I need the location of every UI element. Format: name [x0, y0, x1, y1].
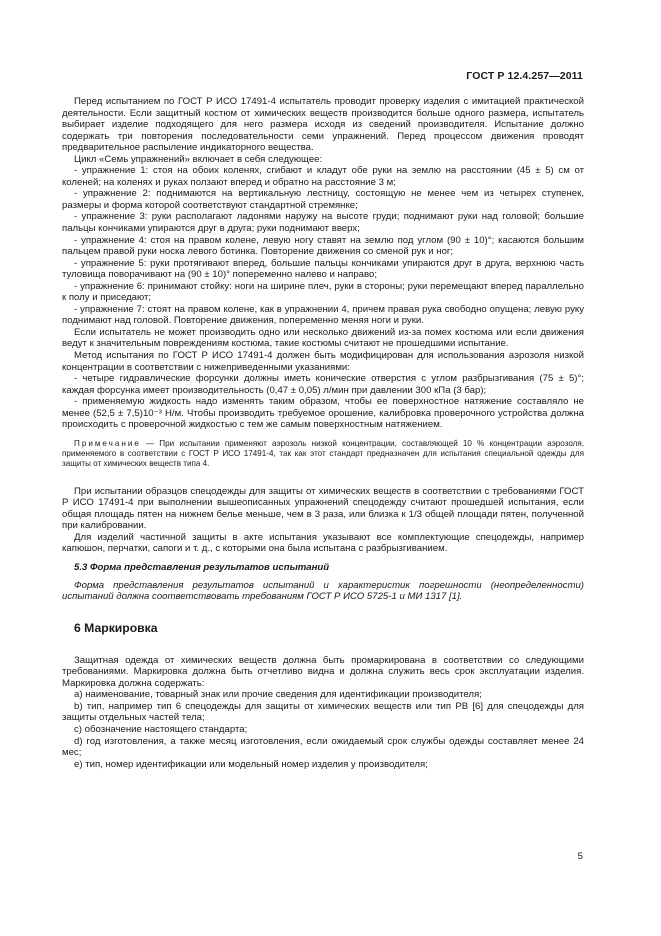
exercise-item: - упражнение 7: стоят на правом колене, как в упражнении 4, причем правая рука свободно опущена; левую руку поднимают над головой. Повторение движения, попеременно меняя ноги и руки.: [62, 303, 584, 327]
exercise-item: - упражнение 3: руки располагают ладонями наружу на высоте груди; поднимают руки над головой; большие пальцы кончиками упираются друг в друга; руки поднимают вверх;: [62, 211, 584, 235]
marking-item: c) обозначение настоящего стандарта;: [74, 723, 248, 735]
subsection-title: 5.3 Форма представления результатов испытаний: [74, 562, 330, 574]
paragraph: При испытании образцов спецодежды для защиты от химических веществ в соответствии с требованиями ГОСТ Р ИСО 17491-4 при выполнении вышеописанных упражнений спецодежду считают прошедшей испытания, если общая площадь пятен на нижнем белье меньше, чем в 3 раза, или близка к 1/3 общей площади пятен, полученной при калибровании.: [62, 485, 584, 532]
marking-item: d) год изготовления, а также месяц изготовления, если ожидаемый срок службы одежды составляет менее 24 мес;: [62, 735, 584, 759]
note: [62, 439, 584, 470]
marking-item: e) тип, номер идентификации или модельный номер изделия у производителя;: [74, 758, 428, 770]
paragraph: Защитная одежда от химических веществ должна быть промаркирована в соответствии со следующими требованиями. Маркировка должна быть отчетливо видна и должна служить весь срок эксплуатации изделия. Маркировка должна содержать:: [62, 654, 584, 689]
method-item: - четыре гидравлические форсунки должны иметь конические отверстия с углом разбрызгивания (75 ± 5)°; каждая форсунка имеет производительность (0,47 ± 0,05) л/мин при давлении 300 кПа (3 бар);: [62, 373, 584, 396]
standard-code-header: ГОСТ Р 12.4.257—2011: [466, 70, 583, 82]
section-title: 6 Маркировка: [74, 620, 158, 635]
paragraph: Перед испытанием по ГОСТ Р ИСО 17491-4 испытатель проводит проверку изделия с имитацией практической деятельности. Если защитный костюм от химических веществ производится больше одного размера, испытатель выбирает изделие подходящего для него размера исходя из сведений производителя. Испытание должно содержать три повторения последовательности семи упражнений. Перед процессом движения проводят предварительное распыление индикаторного вещества.: [62, 96, 584, 154]
paragraph: Если испытатель не может производить одно или несколько движений из-за помех костюма или если движения ведут к значительным повреждениям костюма, такие костюмы считают не прошедшими испытание.: [62, 326, 584, 350]
paragraph: Цикл «Семь упражнений» включает в себя следующее:: [74, 153, 323, 165]
paragraph: Метод испытания по ГОСТ Р ИСО 17491-4 должен быть модифицирован для использования аэрозоля низкой концентрации в соответствии с нижеприведенными указаниями:: [62, 350, 584, 373]
exercise-item: - упражнение 1: стоя на обоих коленях, сгибают и кладут обе руки на землю на расстоянии (45 ± 5) см от коленей; на коленях и руках ползают вперед и обратно на расстояние 3 м;: [62, 165, 584, 188]
marking-item: b) тип, например тип 6 спецодежды для защиты от химических веществ или тип PB [6] для спецодежды для защиты отдельных частей тела;: [62, 700, 584, 724]
exercise-item: - упражнение 2: поднимаются на вертикальную лестницу, состоящую не менее чем из четырех ступенек, размеры и форма которой соответствуют стандартной стремянке;: [62, 188, 584, 211]
page-number: 5: [577, 851, 583, 862]
page-content: [62, 96, 584, 770]
note-text: — При испытании применяют аэрозоль низкой концентрации, составляющей 10 % концентрации аэрозоля, применяемого в соответствии с ГОСТ Р ИСО 17491-4, так как этот стандарт предназначен для испытания специальной одежды для защиты от химических веществ типа 4.: [62, 438, 584, 469]
method-item: - применяемую жидкость надо изменять таким образом, чтобы ее поверхностное натяжение составляло не менее (52,5 ± 7,5)10⁻³ Н/м. Чтобы производить требуемое орошение, калибровка проверочного устройства должна происходить с проверочной жидкостью с тем же самым поверхностным натяжением.: [62, 396, 584, 431]
exercise-item: - упражнение 4: стоя на правом колене, левую ногу ставят на землю под углом (90 ± 10)°; касаются большим пальцем правой руки носка левого ботинка. Повторение движения со сменой рук и ног;: [62, 234, 584, 258]
marking-item: a) наименование, товарный знак или прочие сведения для идентификации производителя;: [74, 689, 482, 701]
paragraph: Для изделий частичной защиты в акте испытания указывают все комплектующие спецодежды, например капюшон, перчатки, сапоги и т. д., с которыми она была испытана с разбрызгиванием.: [62, 531, 584, 555]
exercise-item: - упражнение 6: принимают стойку: ноги на ширине плеч, руки в стороны; руки перемещают вперед параллельно к полу и приседают;: [62, 280, 584, 304]
note-label: Примечание: [74, 438, 141, 448]
subsection-text: Форма представления результатов испытаний и характеристик погрешности (неопределенности) испытаний должна соответствовать требованиям ГОСТ Р ИСО 5725-1 и МИ 1317 [1].: [62, 579, 584, 603]
exercise-item: - упражнение 5: руки протягивают вперед, большие пальцы кончиками упираются друг в друга, верхнюю часть туловища поворачивают на (90 ± 10)° попеременно налево и направо;: [62, 257, 584, 281]
